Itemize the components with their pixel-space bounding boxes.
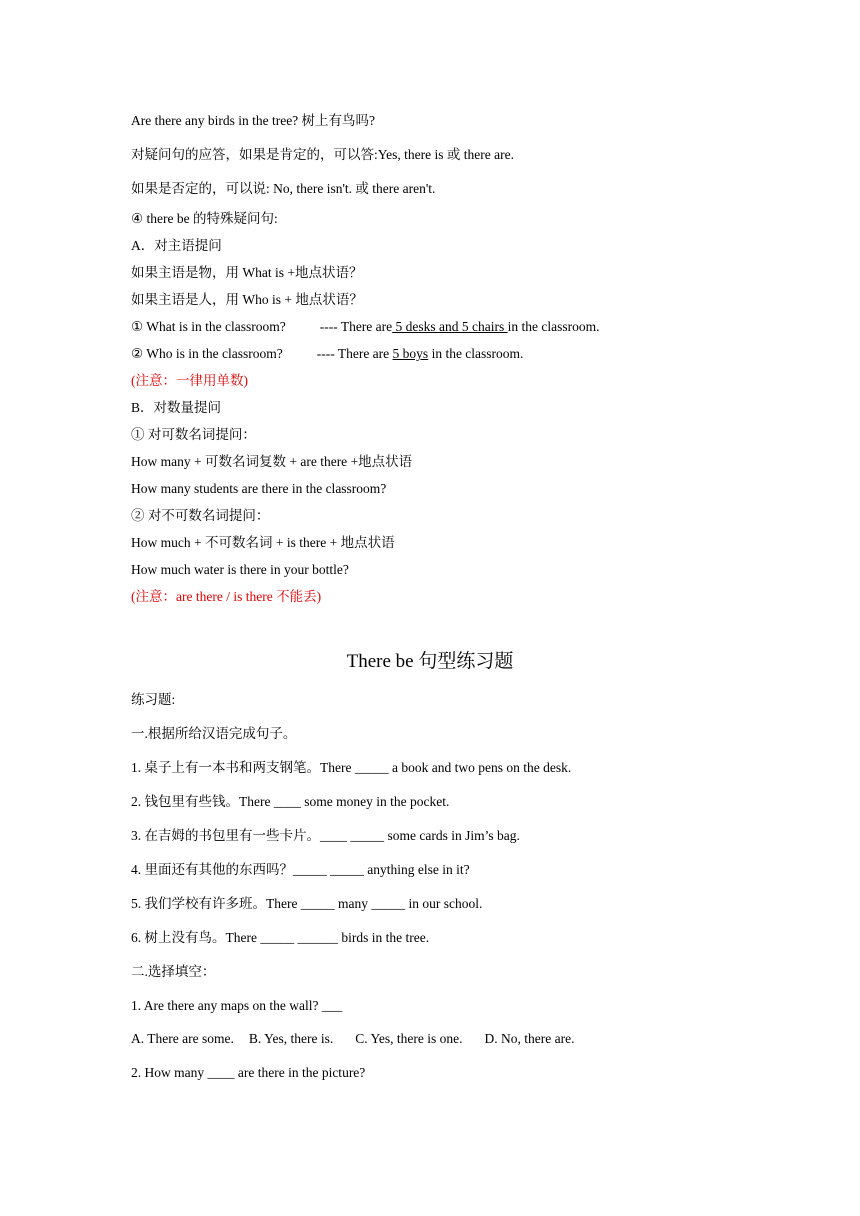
option-d: D. No, there are. — [484, 1031, 575, 1046]
practice-label: 练习题: — [131, 692, 176, 707]
special-question-heading: ④ there be 的特殊疑问句: — [131, 211, 278, 226]
example-2-question: ② Who is in the classroom? — [131, 346, 283, 361]
example-2-answer-start: ---- There are — [316, 346, 393, 361]
section-title: There be 句型练习题 — [346, 651, 514, 672]
intro-line-7: 如果主语是人，用 Who is + 地点状语？ — [131, 292, 363, 307]
part2-question-1-options — [131, 1030, 574, 1048]
example-2-answer-underlined: 5 boys — [392, 346, 429, 361]
intro-line-1: Are there any birds in the tree? 树上有鸟吗? — [131, 113, 376, 128]
countable-example: How many students are there in the classroom? — [131, 481, 387, 496]
option-b: B. Yes, there is. — [248, 1031, 334, 1046]
intro-line-3: 如果是否定的，可以说: No, there isn't. 或 there aren't. — [131, 181, 436, 196]
quantity-question-heading: B．对数量提问 — [131, 400, 222, 415]
note-dont-omit: (注意：are there / is there 不能丢) — [131, 589, 322, 604]
part2-heading: 二.选择填空： — [131, 964, 216, 979]
countable-heading: ① 对可数名词提问： — [131, 427, 256, 442]
example-2 — [131, 345, 523, 363]
part2-question-1: 1. Are there any maps on the wall? ___ — [131, 998, 343, 1013]
option-a: A. There are some. — [131, 1031, 234, 1046]
part1-item-6: 6. 树上没有鸟。There _____ ______ birds in the tree. — [131, 930, 430, 945]
uncountable-heading: ② 对不可数名词提问： — [131, 508, 270, 523]
option-c: C. Yes, there is one. — [355, 1031, 463, 1046]
example-1 — [131, 318, 600, 336]
intro-line-6: 如果主语是物，用 What is +地点状语？ — [131, 265, 363, 280]
part1-item-1: 1. 桌子上有一本书和两支钢笔。There _____ a book and two pens on the desk. — [131, 760, 572, 775]
part2-question-2: 2. How many ____ are there in the picture? — [131, 1065, 366, 1080]
part1-heading: 一.根据所给汉语完成句子。 — [131, 726, 297, 741]
countable-pattern: How many + 可数名词复数 + are there +地点状语 — [131, 454, 413, 469]
part1-item-2: 2. 钱包里有些钱。There ____ some money in the pocket. — [131, 794, 450, 809]
intro-line-2: 对疑问句的应答，如果是肯定的，可以答:Yes, there is 或 there are. — [131, 147, 514, 162]
uncountable-example: How much water is there in your bottle? — [131, 562, 349, 577]
example-1-answer-end: in the classroom. — [507, 319, 600, 334]
example-1-answer-start: ---- There are — [319, 319, 393, 334]
example-1-question: ① What is in the classroom? — [131, 319, 286, 334]
subject-question-heading: A．对主语提问 — [131, 238, 222, 253]
part1-item-5: 5. 我们学校有许多班。There _____ many _____ in our school. — [131, 896, 483, 911]
part1-item-4: 4. 里面还有其他的东西吗？_____ _____ anything else in it? — [131, 862, 470, 877]
uncountable-pattern: How much + 不可数名词 + is there + 地点状语 — [131, 535, 395, 550]
note-singular: (注意：一律用单数) — [131, 373, 248, 388]
example-2-answer-end: in the classroom. — [428, 346, 524, 361]
example-1-answer-underlined: 5 desks and 5 chairs — [392, 319, 508, 334]
part1-item-3: 3. 在吉姆的书包里有一些卡片。____ _____ some cards in Jim’s bag. — [131, 828, 520, 843]
